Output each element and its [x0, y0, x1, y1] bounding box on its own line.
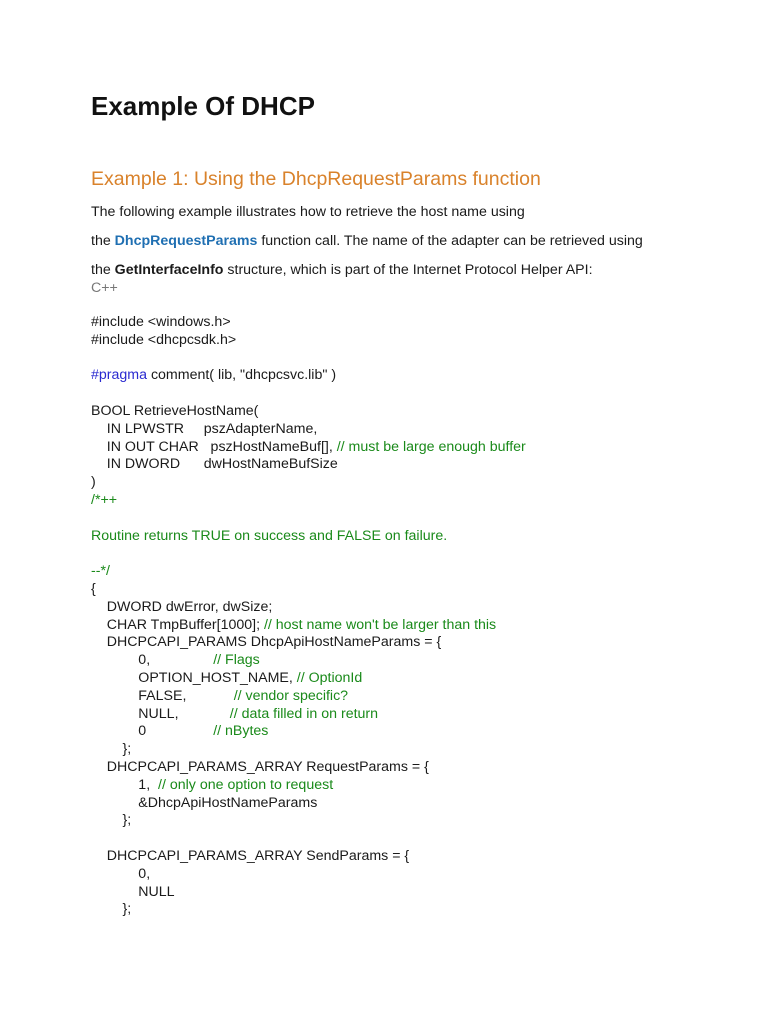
code-text: IN LPWSTR pszAdapterName, — [91, 420, 318, 437]
code-line — [91, 314, 526, 332]
intro-line-2-post: function call. The name of the adapter can be retrieved using — [257, 233, 643, 249]
code-line — [91, 581, 526, 599]
code-line — [91, 332, 526, 350]
code-line — [91, 474, 526, 492]
code-text: comment( lib, "dhcpcsvc.lib" ) — [147, 367, 337, 384]
code-text: #include <dhcpcsdk.h> — [91, 331, 237, 348]
code-text: OPTION_HOST_NAME, — [91, 669, 297, 686]
code-line — [91, 367, 526, 385]
code-text — [91, 385, 95, 401]
code-comment: // Flags — [213, 652, 260, 669]
intro-line-3-post: structure, which is part of the Internet Protocol Helper API: — [223, 262, 593, 278]
intro-line-2-pre: the — [91, 233, 115, 249]
code-text — [91, 350, 95, 366]
code-text: }; — [91, 741, 132, 758]
section-heading: Example 1: Using the DhcpRequestParams function — [91, 168, 541, 190]
code-block — [91, 314, 526, 919]
code-line — [91, 830, 526, 848]
code-comment: // vendor specific? — [233, 687, 349, 704]
code-comment: Routine returns TRUE on success and FALSE on failure. — [91, 527, 448, 544]
code-text: FALSE, — [91, 687, 234, 704]
code-line — [91, 528, 526, 546]
code-text: ) — [91, 474, 96, 491]
code-text: }; — [91, 901, 132, 918]
get-interface-info-term: GetInterfaceInfo — [114, 262, 224, 278]
code-language-label: C++ — [91, 280, 118, 296]
code-text: }; — [91, 812, 132, 829]
intro-line-2 — [91, 233, 643, 249]
code-comment: // data filled in on return — [229, 705, 379, 722]
code-line — [91, 812, 526, 830]
code-line — [91, 741, 526, 759]
intro-line-3 — [91, 262, 593, 278]
code-line — [91, 510, 526, 528]
code-comment: // OptionId — [296, 669, 363, 686]
code-line — [91, 777, 526, 795]
code-line — [91, 385, 526, 403]
intro-line-1: The following example illustrates how to retrieve the host name using — [91, 204, 525, 220]
code-comment: // must be large enough buffer — [336, 438, 526, 455]
code-text — [91, 830, 95, 846]
code-comment: // host name won't be larger than this — [263, 616, 497, 633]
code-text: { — [91, 580, 96, 597]
code-line — [91, 634, 526, 652]
code-comment: // nBytes — [213, 723, 269, 740]
dhcp-request-params-link[interactable]: DhcpRequestParams — [114, 233, 258, 249]
code-text — [91, 545, 95, 561]
code-line — [91, 866, 526, 884]
code-line — [91, 421, 526, 439]
intro-line-3-pre: the — [91, 262, 115, 278]
code-text: NULL, — [91, 705, 230, 722]
code-text: 0, — [91, 652, 214, 669]
code-keyword: #pragma — [91, 367, 147, 384]
code-line — [91, 652, 526, 670]
code-comment: /*++ — [91, 491, 118, 508]
code-line — [91, 670, 526, 688]
code-text: 1, — [91, 776, 159, 793]
code-line — [91, 617, 526, 635]
code-line — [91, 439, 526, 457]
code-line — [91, 848, 526, 866]
code-text: DWORD dwError, dwSize; — [91, 598, 273, 615]
code-text: NULL — [91, 883, 175, 900]
code-line — [91, 599, 526, 617]
code-line — [91, 403, 526, 421]
page-title: Example Of DHCP — [91, 91, 315, 121]
code-line — [91, 563, 526, 581]
code-line — [91, 456, 526, 474]
code-line — [91, 723, 526, 741]
code-text: DHCPCAPI_PARAMS DhcpApiHostNameParams = { — [91, 634, 442, 651]
code-text: BOOL RetrieveHostName( — [91, 402, 259, 419]
code-line — [91, 545, 526, 563]
code-text: #include <windows.h> — [91, 314, 231, 330]
code-comment: --*/ — [91, 563, 110, 580]
code-text: IN DWORD dwHostNameBufSize — [91, 456, 338, 473]
code-line — [91, 795, 526, 813]
code-line — [91, 350, 526, 368]
code-text: 0 — [91, 723, 214, 740]
code-line — [91, 688, 526, 706]
code-text: DHCPCAPI_PARAMS_ARRAY RequestParams = { — [91, 758, 429, 775]
code-line — [91, 901, 526, 919]
code-text: DHCPCAPI_PARAMS_ARRAY SendParams = { — [91, 847, 410, 864]
code-line — [91, 884, 526, 902]
code-text: &DhcpApiHostNameParams — [91, 794, 318, 811]
code-text: 0, — [91, 865, 151, 882]
code-text: CHAR TmpBuffer[1000]; — [91, 616, 264, 633]
code-text: IN OUT CHAR pszHostNameBuf[], — [91, 438, 337, 455]
code-line — [91, 492, 526, 510]
code-comment: // only one option to request — [158, 776, 334, 793]
code-line — [91, 706, 526, 724]
code-line — [91, 759, 526, 777]
code-text — [91, 510, 95, 526]
